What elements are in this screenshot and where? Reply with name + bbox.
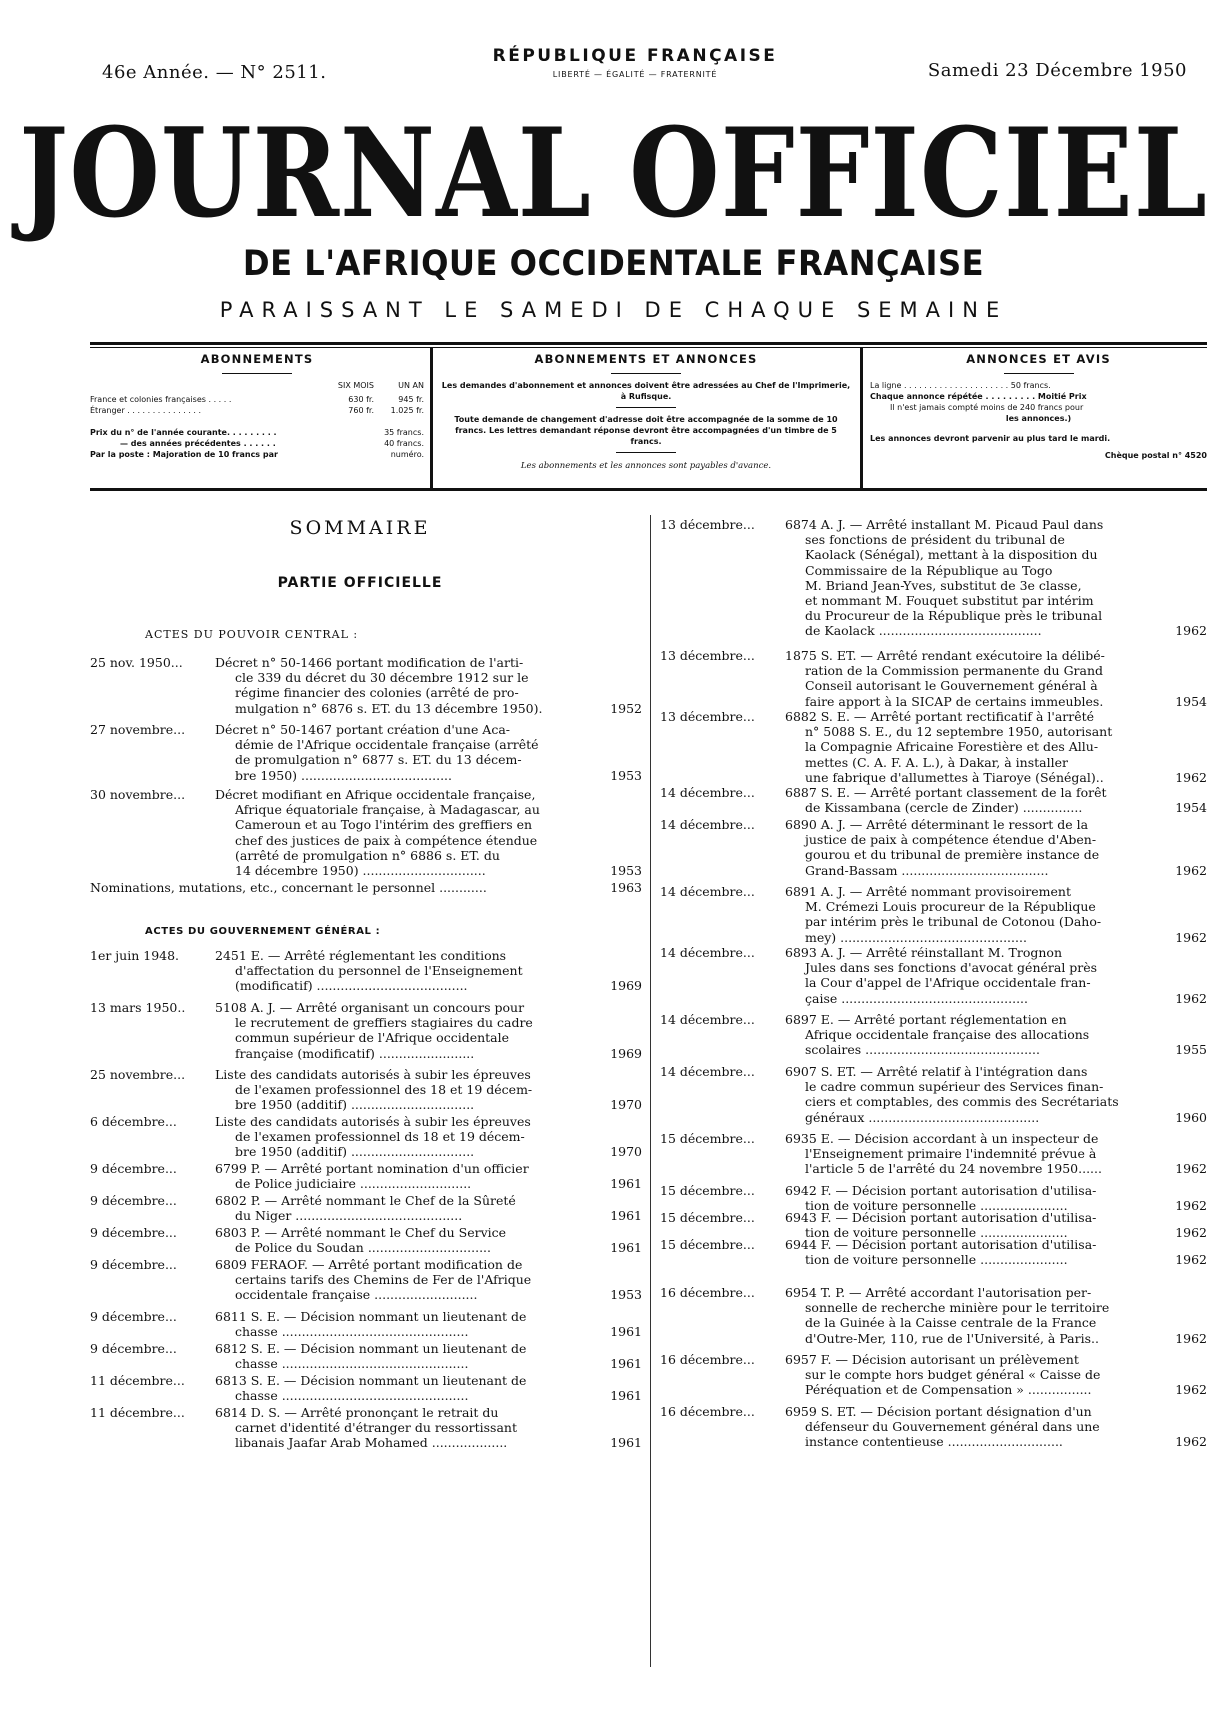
entry-text — [785, 1210, 1157, 1240]
entry-page-number: 1961 — [610, 1388, 642, 1404]
entry-line: Grand-Bassam ..................................... — [805, 862, 1049, 878]
entry-line: Péréquation et de Compensation » ................ — [805, 1382, 1092, 1398]
entry-date: 13 mars 1950.. — [90, 1000, 186, 1015]
price-value: numéro. — [390, 450, 424, 459]
entry-line: (arrêté de promulgation n° 6886 s. ET. du — [235, 847, 500, 863]
entry-page-number: 1970 — [610, 1144, 642, 1160]
entry-line: Afrique occidentale française des allocations — [805, 1027, 1090, 1043]
price-row — [90, 427, 424, 438]
entry-line: n° 5088 S. E., du 12 septembre 1950, autorisant — [805, 724, 1113, 740]
entry-line: 6809 FERAOF. — Arrêté portant modification de — [215, 1257, 523, 1272]
entry-page-number: 1953 — [610, 767, 642, 783]
annonces-avis-panel — [870, 352, 1207, 461]
entry-page-number: 1962 — [1175, 1434, 1207, 1450]
entry-line: 6811 S. E. — Décision nommant un lieutenant de — [215, 1309, 527, 1324]
entry-line: de la Guinée à la Caisse centrale de la France — [805, 1315, 1097, 1331]
entry-line: sur le compte hors budget général « Caisse de — [805, 1367, 1101, 1383]
contents-entry — [90, 1000, 642, 1061]
entry-page-number: 1969 — [610, 1045, 642, 1061]
entry-line: Afrique équatoriale française, à Madagascar, au — [235, 802, 540, 818]
row-six: 630 fr. — [348, 395, 374, 404]
entry-line: 6814 D. S. — Arrêté prononçant le retrait du — [215, 1405, 499, 1420]
entry-line: ses fonctions de président du tribunal de — [805, 532, 1065, 548]
entry-line: 2451 E. — Arrêté réglementant les conditions — [215, 948, 507, 963]
entry-date: 13 décembre... — [660, 648, 755, 663]
contents-entry — [660, 709, 1207, 785]
republic-name: RÉPUBLIQUE FRANÇAISE — [492, 46, 778, 66]
entry-line: l'article 5 de l'arrêté du 24 novembre 1950...... — [805, 1161, 1102, 1177]
entry-line: l'Enseignement primaire l'indemnité prévue à — [805, 1146, 1097, 1162]
abonnements-annonces-p2: Toute demande de changement d'adresse doit être accompagnée de la somme de 10 francs. Les lettres demandant réponse devront être accompagnées d'un timbre de 5 francs. — [454, 415, 838, 446]
entry-line: mettes (C. A. F. A. L.), à Dakar, à installer — [805, 754, 1068, 770]
entry-page-number: 1953 — [610, 1287, 642, 1303]
entry-line: et nommant M. Fouquet substitut par intérim — [805, 593, 1094, 609]
contents-entry — [660, 1285, 1207, 1346]
contents-entry — [660, 1012, 1207, 1058]
entry-line: de l'examen professionnel ds 18 et 19 décem- — [235, 1129, 525, 1145]
contents-entry — [660, 785, 1207, 815]
entry-page-number: 1962 — [1175, 990, 1207, 1006]
entry-page-number: 1961 — [610, 1240, 642, 1256]
entry-text — [215, 655, 592, 716]
contents-entry — [660, 817, 1207, 878]
issue-number: 46e Année. — N° 2511. — [102, 62, 327, 83]
entry-page-number: 1970 — [610, 1097, 642, 1113]
entry-line: du Niger .......................................... — [235, 1208, 463, 1224]
entry-line: 6944 F. — Décision portant autorisation d'utilisa- — [785, 1237, 1097, 1252]
republic-motto: LIBERTÉ — ÉGALITÉ — FRATERNITÉ — [552, 70, 718, 79]
entry-line: de Kissambana (cercle de Zinder) ............... — [805, 800, 1083, 816]
entry-date: 14 décembre... — [660, 785, 755, 800]
entry-line: chasse ............................................... — [235, 1356, 469, 1372]
entry-page-number: 1955 — [1175, 1042, 1207, 1058]
entry-line: 6803 P. — Arrêté nommant le Chef du Service — [215, 1225, 507, 1240]
entry-line: chasse ............................................... — [235, 1324, 469, 1340]
entry-line: tion de voiture personnelle ...................... — [805, 1198, 1068, 1214]
entry-text — [215, 1257, 592, 1303]
col-six-mois: SIX MOIS — [337, 381, 374, 390]
cheque-postal: Chèque postal n° 4520 — [1104, 451, 1207, 460]
entry-page-number: 1953 — [610, 863, 642, 879]
abonnements-annonces-rule — [616, 452, 676, 453]
entry-line: 5108 A. J. — Arrêté organisant un concours pour — [215, 1000, 525, 1015]
entry-line: la Compagnie Africaine Forestière et des Allu- — [805, 739, 1099, 755]
contents-entry — [660, 1131, 1207, 1177]
entry-page-number: 1962 — [1175, 929, 1207, 945]
entry-text — [785, 648, 1157, 709]
entry-date: 14 décembre... — [660, 884, 755, 899]
entry-date: 30 novembre... — [90, 787, 186, 802]
abonnements-row — [90, 394, 424, 405]
entry-line: çaise ............................................... — [805, 990, 1028, 1006]
annonces-avis-heading: ANNONCES ET AVIS — [966, 352, 1111, 366]
entry-text — [215, 1373, 592, 1403]
entry-page-number: 1952 — [610, 700, 642, 716]
entry-line: défenseur du Gouvernement général dans une — [805, 1419, 1100, 1435]
entry-page-number: 1961 — [610, 1208, 642, 1224]
entry-line: commun supérieur de l'Afrique occidentale — [235, 1030, 510, 1046]
entry-page-number: 1962 — [1175, 769, 1207, 785]
entry-date: 9 décembre... — [90, 1193, 177, 1208]
annonces-avis-heading-rule — [1004, 373, 1074, 374]
entry-line: faire apport à la SICAP de certains immeubles. — [805, 693, 1104, 709]
entry-line: 6959 S. ET. — Décision portant désignation d'un — [785, 1404, 1092, 1419]
entry-line: démie de l'Afrique occidentale française (arrêté — [235, 737, 539, 753]
entry-line: M. Briand Jean-Yves, substitut de 3e classe, — [805, 577, 1082, 593]
entry-line: Commissaire de la République au Togo — [805, 562, 1053, 578]
price-row — [90, 438, 424, 449]
entry-text — [90, 880, 592, 895]
entry-page-number: 1962 — [1175, 1198, 1207, 1214]
entry-line: d'Outre-Mer, 110, rue de l'Université, à Paris.. — [805, 1330, 1099, 1346]
entry-date: 13 décembre... — [660, 517, 755, 532]
contents-entry — [90, 655, 642, 716]
entry-line: 6954 T. P. — Arrêté accordant l'autorisation per- — [785, 1285, 1092, 1300]
abonnements-panel — [90, 352, 424, 460]
entry-line: 14 décembre 1950) ............................... — [235, 863, 486, 879]
contents-entry — [90, 787, 642, 878]
entry-line: (modificatif) ...................................... — [235, 978, 468, 994]
entry-line: bre 1950 (additif) ............................... — [235, 1144, 475, 1160]
col-un-an: UN AN — [398, 381, 424, 390]
entry-line: Cameroun et au Togo l'intérim des greffiers en — [235, 817, 533, 833]
contents-entry — [660, 1404, 1207, 1450]
entry-date: 9 décembre... — [90, 1161, 177, 1176]
entry-date: 9 décembre... — [90, 1225, 177, 1240]
entry-date: 16 décembre... — [660, 1404, 755, 1419]
price-label: Prix du n° de l'année courante. . . . . . . . . — [90, 428, 277, 437]
entry-text — [785, 817, 1157, 878]
entry-line: 6957 F. — Décision autorisant un prélèvement — [785, 1352, 1079, 1367]
entry-line: 6935 E. — Décision accordant à un inspecteur de — [785, 1131, 1099, 1146]
entry-page-number: 1962 — [1175, 1330, 1207, 1346]
price-value: 35 francs. — [384, 428, 424, 437]
entry-line: scolaires ............................................ — [805, 1042, 1040, 1058]
box-top-rule — [90, 342, 1207, 345]
abonnements-col-headers — [90, 380, 424, 391]
entry-line: gourou et du tribunal de première instance de — [805, 847, 1100, 863]
partie-officielle: PARTIE OFFICIELLE — [277, 575, 443, 591]
entry-line: 6893 A. J. — Arrêté réinstallant M. Trognon — [785, 945, 1063, 960]
entry-text — [215, 787, 592, 878]
section-gouvernement-general: ACTES DU GOUVERNEMENT GÉNÉRAL : — [145, 926, 381, 937]
entry-page-number: 1954 — [1175, 693, 1207, 709]
entry-text — [785, 709, 1157, 785]
entry-line: de promulgation n° 6877 s. ET. du 13 décem- — [235, 752, 522, 768]
issue-date: Samedi 23 Décembre 1950 — [927, 60, 1187, 81]
abonnements-heading: ABONNEMENTS — [200, 352, 314, 366]
sommaire-title: SOMMAIRE — [289, 517, 431, 539]
entry-line: du Procureur de la République près le tribunal — [805, 608, 1103, 624]
entry-line: 6813 S. E. — Décision nommant un lieutenant de — [215, 1373, 527, 1388]
entry-text — [785, 785, 1157, 815]
price-label: — des années précédentes . . . . . . — [120, 439, 276, 448]
entry-line: instance contentieuse ............................. — [805, 1434, 1063, 1450]
row-label: France et colonies françaises . . . . . — [90, 395, 232, 404]
column-divider — [650, 515, 651, 1667]
entry-line: Jules dans ses fonctions d'avocat général près — [805, 960, 1098, 976]
entry-text — [785, 945, 1157, 1006]
entry-text — [785, 1404, 1157, 1450]
entry-line: 1875 S. ET. — Arrêté rendant exécutoire la délibé- — [785, 648, 1105, 663]
entry-line: Décret modifiant en Afrique occidentale française, — [215, 787, 536, 802]
entry-text — [785, 1183, 1157, 1213]
price-value: 40 francs. — [384, 439, 424, 448]
entry-text — [215, 1193, 592, 1223]
entry-line: occidentale française .......................... — [235, 1287, 478, 1303]
entry-line: de Police judiciaire ............................ — [235, 1176, 472, 1192]
entry-page-number: 1961 — [610, 1324, 642, 1340]
entry-page-number: 1961 — [610, 1435, 642, 1451]
entry-text — [785, 1285, 1157, 1346]
entry-date: 1er juin 1948. — [90, 948, 180, 963]
contents-entry — [660, 1237, 1207, 1267]
entry-date: 16 décembre... — [660, 1285, 755, 1300]
entry-page-number: 1954 — [1175, 800, 1207, 816]
contents-entry — [90, 1067, 642, 1113]
contents-entry — [90, 1341, 642, 1371]
entry-date: 11 décembre... — [90, 1405, 185, 1420]
entry-line: 6942 F. — Décision portant autorisation d'utilisa- — [785, 1183, 1097, 1198]
abonnements-annonces-panel — [440, 352, 852, 471]
contents-entry — [660, 1183, 1207, 1213]
annonces-line: les annonces.) — [1005, 414, 1072, 423]
price-label: Par la poste : Majoration de 10 francs par — [90, 450, 278, 459]
journal-subtitle: DE L'AFRIQUE OCCIDENTALE FRANÇAISE — [242, 244, 985, 284]
entry-date: 15 décembre... — [660, 1131, 755, 1146]
abonnements-heading-rule — [222, 373, 292, 374]
entry-line: 6907 S. ET. — Arrêté relatif à l'intégration dans — [785, 1064, 1088, 1079]
section-pouvoir-central: ACTES DU POUVOIR CENTRAL : — [145, 628, 359, 641]
entry-page-number: 1961 — [610, 1356, 642, 1372]
entry-date: 6 décembre... — [90, 1114, 177, 1129]
entry-text — [215, 1161, 592, 1191]
entry-page-number: 1969 — [610, 978, 642, 994]
contents-entry — [90, 948, 642, 994]
entry-line: généraux ........................................... — [805, 1109, 1040, 1125]
entry-text — [215, 1405, 592, 1451]
entry-line: ciers et comptables, des commis des Secrétariats — [805, 1094, 1119, 1110]
entry-line: chasse ............................................... — [235, 1388, 469, 1404]
contents-entry — [660, 1352, 1207, 1398]
entry-line: certains tarifs des Chemins de Fer de l'Afrique — [235, 1272, 532, 1288]
contents-entry — [90, 1193, 642, 1223]
contents-entry — [660, 517, 1207, 639]
entry-line: 6812 S. E. — Décision nommant un lieutenant de — [215, 1341, 527, 1356]
box-divider-right — [860, 347, 863, 488]
entry-text — [215, 1000, 592, 1061]
entry-line: M. Crémezi Louis procureur de la République — [805, 899, 1096, 915]
contents-entry — [90, 1114, 642, 1160]
entry-line: mulgation n° 6876 s. ET. du 13 décembre 1950). — [235, 700, 543, 716]
entry-line: Décret n° 50-1466 portant modification de l'arti- — [215, 655, 524, 670]
entry-text — [785, 517, 1157, 639]
entry-line: 6802 P. — Arrêté nommant le Chef de la Sûreté — [215, 1193, 516, 1208]
row-label: Étranger . . . . . . . . . . . . . . . — [90, 406, 202, 415]
entry-line: de Police du Soudan ............................... — [235, 1240, 491, 1256]
contents-entry — [90, 1161, 642, 1191]
entry-line: 6890 A. J. — Arrêté déterminant le ressort de la — [785, 817, 1089, 832]
entry-line: tion de voiture personnelle ...................... — [805, 1225, 1068, 1241]
box-top-rule-thin — [90, 347, 1207, 348]
entry-page-number: 1963 — [610, 880, 642, 895]
entry-line: Nominations, mutations, etc., concernant le personnel ............ — [90, 880, 487, 895]
abonnements-annonces-heading-rule — [611, 373, 681, 374]
entry-line: 6943 F. — Décision portant autorisation d'utilisa- — [785, 1210, 1097, 1225]
entry-line: 6882 S. E. — Arrêté portant rectificatif à l'arrêté — [785, 709, 1095, 724]
entry-date: 25 novembre... — [90, 1067, 186, 1082]
entry-line: de l'examen professionnel des 18 et 19 décem- — [235, 1082, 533, 1098]
entry-text — [215, 1114, 592, 1160]
entry-text — [785, 1064, 1157, 1125]
entry-line: la Cour d'appel de l'Afrique occidentale fran- — [805, 975, 1091, 991]
entry-line: mey) ............................................... — [805, 929, 1027, 945]
journal-tagline: PARAISSANT LE SAMEDI DE CHAQUE SEMAINE — [219, 298, 1008, 322]
entry-line: sonnelle de recherche minière pour le territoire — [805, 1300, 1110, 1316]
contents-entry — [660, 1064, 1207, 1125]
entry-date: 9 décembre... — [90, 1257, 177, 1272]
entry-text — [215, 948, 592, 994]
contents-entry — [660, 648, 1207, 709]
price-row — [90, 449, 424, 460]
entry-line: Liste des candidats autorisés à subir les épreuves — [215, 1067, 531, 1082]
contents-entry — [90, 1405, 642, 1451]
entry-line: bre 1950 (additif) ............................... — [235, 1097, 475, 1113]
entry-text — [215, 1341, 592, 1371]
entry-line: Liste des candidats autorisés à subir les épreuves — [215, 1114, 531, 1129]
annonces-line: Il n'est jamais compté moins de 240 francs pour — [890, 403, 1084, 412]
entry-line: justice de paix à compétence étendue d'Aben- — [805, 832, 1097, 848]
entry-line: régime financier des colonies (arrêté de pro- — [235, 685, 519, 701]
entry-line: par intérim près le tribunal de Cotonou (Daho- — [805, 914, 1102, 930]
entry-line: chef des justices de paix à compétence étendue — [235, 832, 538, 848]
contents-entry — [660, 884, 1207, 945]
entry-line: d'affectation du personnel de l'Enseignement — [235, 963, 523, 979]
entry-line: 6874 A. J. — Arrêté installant M. Picaud Paul dans — [785, 517, 1104, 532]
entry-line: 6799 P. — Arrêté portant nomination d'un officier — [215, 1161, 529, 1176]
entry-date: 9 décembre... — [90, 1341, 177, 1356]
entry-text — [215, 722, 592, 783]
entry-text — [215, 1225, 592, 1255]
entry-line: 6891 A. J. — Arrêté nommant provisoirement — [785, 884, 1071, 899]
entry-line: le cadre commun supérieur des Services finan- — [805, 1079, 1104, 1095]
entry-line: le recrutement de greffiers stagiaires du cadre — [235, 1015, 533, 1031]
annonces-line: La ligne . . . . . . . . . . . . . . . . . . . . . 50 francs. — [870, 381, 1051, 390]
abonnements-annonces-heading: ABONNEMENTS ET ANNONCES — [534, 352, 758, 366]
annonces-line: Les annonces devront parvenir au plus tard le mardi. — [870, 434, 1111, 443]
abonnements-annonces-p1: Les demandes d'abonnement et annonces doivent être adressées au Chef de l'Imprimerie, à Rufisque. — [441, 381, 851, 401]
entry-text — [215, 1067, 592, 1113]
entry-page-number: 1962 — [1175, 1252, 1207, 1268]
row-an: 945 fr. — [398, 395, 424, 404]
entry-text — [215, 1309, 592, 1339]
entry-text — [785, 1352, 1157, 1398]
contents-entry — [90, 880, 642, 895]
journal-title: JOURNAL OFFICIEL — [19, 100, 1208, 246]
contents-entry — [90, 1257, 642, 1303]
entry-line: 6887 S. E. — Arrêté portant classement de la forêt — [785, 785, 1107, 800]
entry-date: 15 décembre... — [660, 1237, 755, 1252]
entry-page-number: 1961 — [610, 1176, 642, 1192]
row-six: 760 fr. — [348, 406, 374, 415]
entry-page-number: 1960 — [1175, 1109, 1207, 1125]
entry-date: 14 décembre... — [660, 945, 755, 960]
entry-date: 13 décembre... — [660, 709, 755, 724]
annonces-line: Chaque annonce répétée . . . . . . . . . Moitié Prix — [870, 392, 1087, 401]
contents-entry — [90, 1225, 642, 1255]
entry-line: cle 339 du décret du 30 décembre 1912 sur le — [235, 670, 529, 686]
contents-entry — [90, 722, 642, 783]
entry-line: une fabrique d'allumettes à Tiaroye (Sénégal).. — [805, 769, 1104, 785]
entry-line: française (modificatif) ........................ — [235, 1045, 475, 1061]
entry-date: 9 décembre... — [90, 1309, 177, 1324]
entry-date: 15 décembre... — [660, 1183, 755, 1198]
entry-date: 14 décembre... — [660, 1012, 755, 1027]
entry-line: tion de voiture personnelle ...................... — [805, 1252, 1068, 1268]
republic-header — [470, 46, 800, 79]
entry-line: carnet d'identité d'étranger du ressortissant — [235, 1420, 517, 1436]
entry-date: 11 décembre... — [90, 1373, 185, 1388]
entry-text — [785, 1237, 1157, 1267]
entry-line: ration de la Commission permanente du Grand — [805, 663, 1104, 679]
entry-line: bre 1950) ...................................... — [235, 767, 452, 783]
box-divider-left — [430, 347, 433, 488]
entry-line: Conseil autorisant le Gouvernement général à — [805, 678, 1098, 694]
abonnements-annonces-note: Les abonnements et les annonces sont payables d'avance. — [520, 461, 772, 471]
entry-text — [785, 1131, 1157, 1177]
entry-line: 6897 E. — Arrêté portant réglementation en — [785, 1012, 1067, 1027]
entry-line: de Kaolack ......................................... — [805, 623, 1042, 639]
entry-page-number: 1962 — [1175, 1161, 1207, 1177]
row-an: 1.025 fr. — [390, 406, 424, 415]
entry-line: libanais Jaafar Arab Mohamed ................... — [235, 1435, 508, 1451]
entry-page-number: 1962 — [1175, 623, 1207, 639]
entry-page-number: 1962 — [1175, 1225, 1207, 1241]
entry-date: 14 décembre... — [660, 817, 755, 832]
box-bottom-rule — [90, 488, 1207, 491]
entry-date: 14 décembre... — [660, 1064, 755, 1079]
entry-line: Kaolack (Sénégal), mettant à la disposition du — [805, 547, 1098, 563]
entry-text — [785, 1012, 1157, 1058]
contents-entry — [660, 1210, 1207, 1240]
contents-entry — [90, 1373, 642, 1403]
abonnements-annonces-rule — [616, 407, 676, 408]
abonnements-row — [90, 405, 424, 416]
entry-date: 27 novembre... — [90, 722, 186, 737]
entry-date: 16 décembre... — [660, 1352, 755, 1367]
contents-entry — [90, 1309, 642, 1339]
entry-date: 25 nov. 1950... — [90, 655, 183, 670]
contents-entry — [660, 945, 1207, 1006]
entry-page-number: 1962 — [1175, 1382, 1207, 1398]
entry-line: Décret n° 50-1467 portant création d'une Aca- — [215, 722, 511, 737]
entry-page-number: 1962 — [1175, 862, 1207, 878]
entry-text — [785, 884, 1157, 945]
entry-date: 15 décembre... — [660, 1210, 755, 1225]
